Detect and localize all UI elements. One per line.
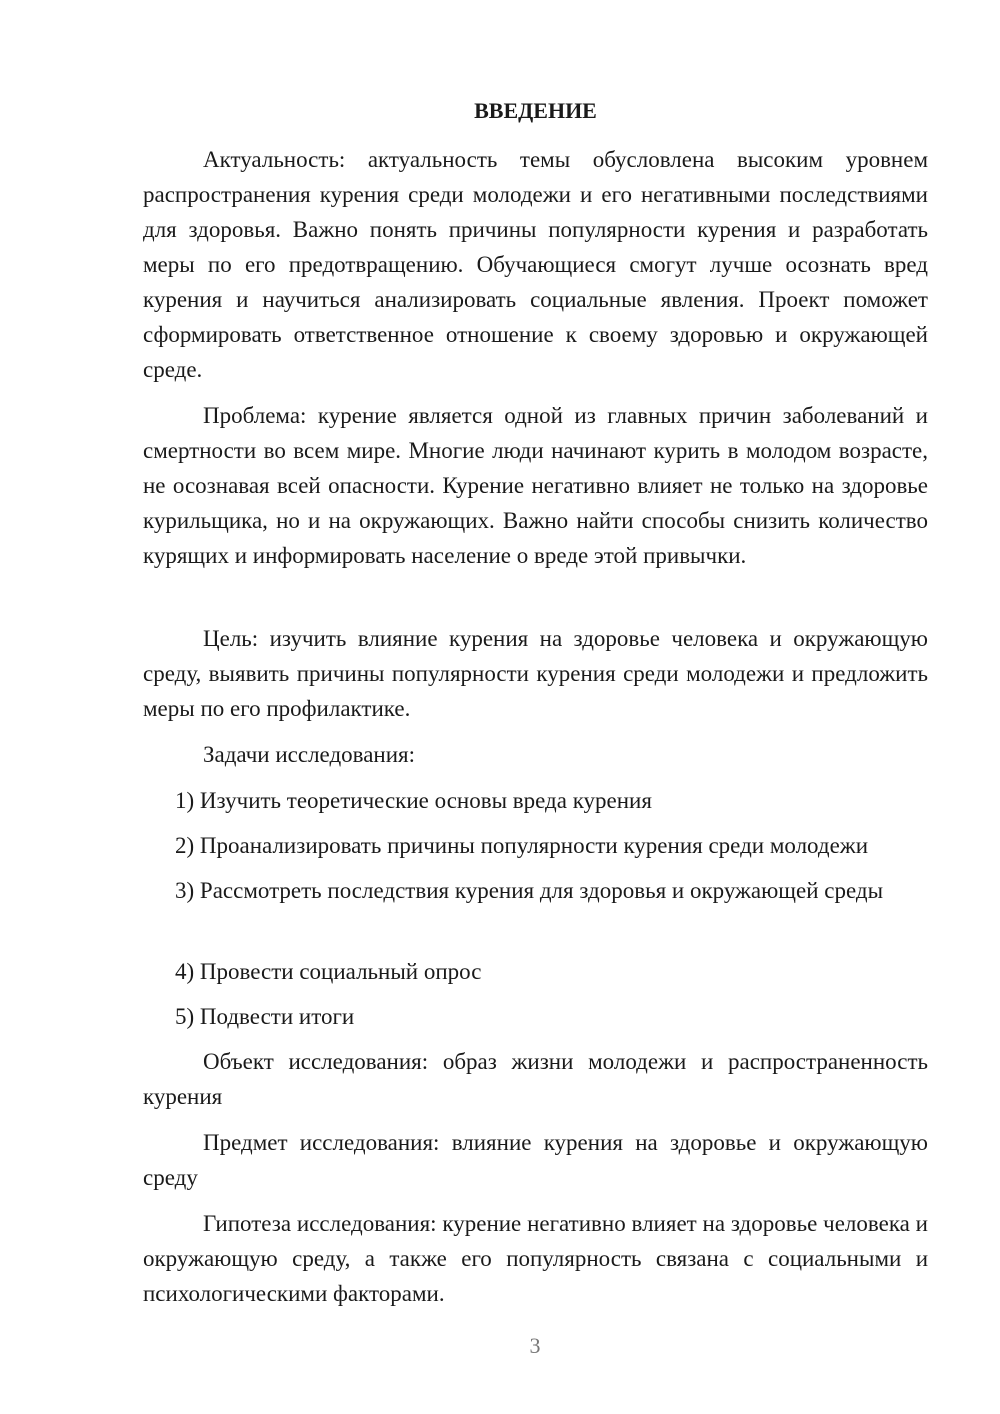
task-list-item: 3) Рассмотреть последствия курения для здоровья и окружающей среды bbox=[175, 878, 884, 903]
tasks-title: Задачи исследования: bbox=[203, 742, 416, 767]
task-list-item: 5) Подвести итоги bbox=[175, 1004, 355, 1029]
hypothesis-paragraph: Гипотеза исследования: курение негативно влияет на здоровье человека и окружающую среду, а также его популярность связана с социальными и психологическими факторами. bbox=[143, 1211, 928, 1306]
task-list-item: 4) Провести социальный опрос bbox=[175, 959, 482, 984]
goal-paragraph: Цель: изучить влияние курения на здоровье человека и окружающую среду, выявить причины популярности курения среди молодежи и предложить меры по его профилактике. bbox=[143, 626, 928, 721]
object-paragraph: Объект исследования: образ жизни молодежи и распространенность курения bbox=[143, 1049, 928, 1109]
relevance-paragraph: Актуальность: актуальность темы обусловлена высоким уровнем распространения курения среди молодежи и его негативными последствиями для здоровья. Важно понять причины популярности курения и разработать меры по его предотвращению. Обучающиеся смогут лучше осознать вред курения и научиться анализировать социальные явления. Проект поможет сформировать ответственное отношение к своему здоровью и окружающей среде. bbox=[143, 147, 928, 382]
page-number: 3 bbox=[529, 1333, 541, 1358]
subject-paragraph: Предмет исследования: влияние курения на здоровье и окружающую среду bbox=[143, 1130, 928, 1190]
problem-paragraph: Проблема: курение является одной из главных причин заболеваний и смертности во всем мире. Многие люди начинают курить в молодом возрасте, не осознавая всей опасности. Курение негативно влияет не только на здоровье курильщика, но и на окружающих. Важно найти способы снизить количество курящих и информировать население о вреде этой привычки. bbox=[143, 403, 928, 568]
task-list-item: 1) Изучить теоретические основы вреда курения bbox=[175, 788, 652, 813]
page-title: ВВЕДЕНИЕ bbox=[474, 98, 597, 123]
task-list-item: 2) Проанализировать причины популярности курения среди молодежи bbox=[175, 833, 869, 858]
